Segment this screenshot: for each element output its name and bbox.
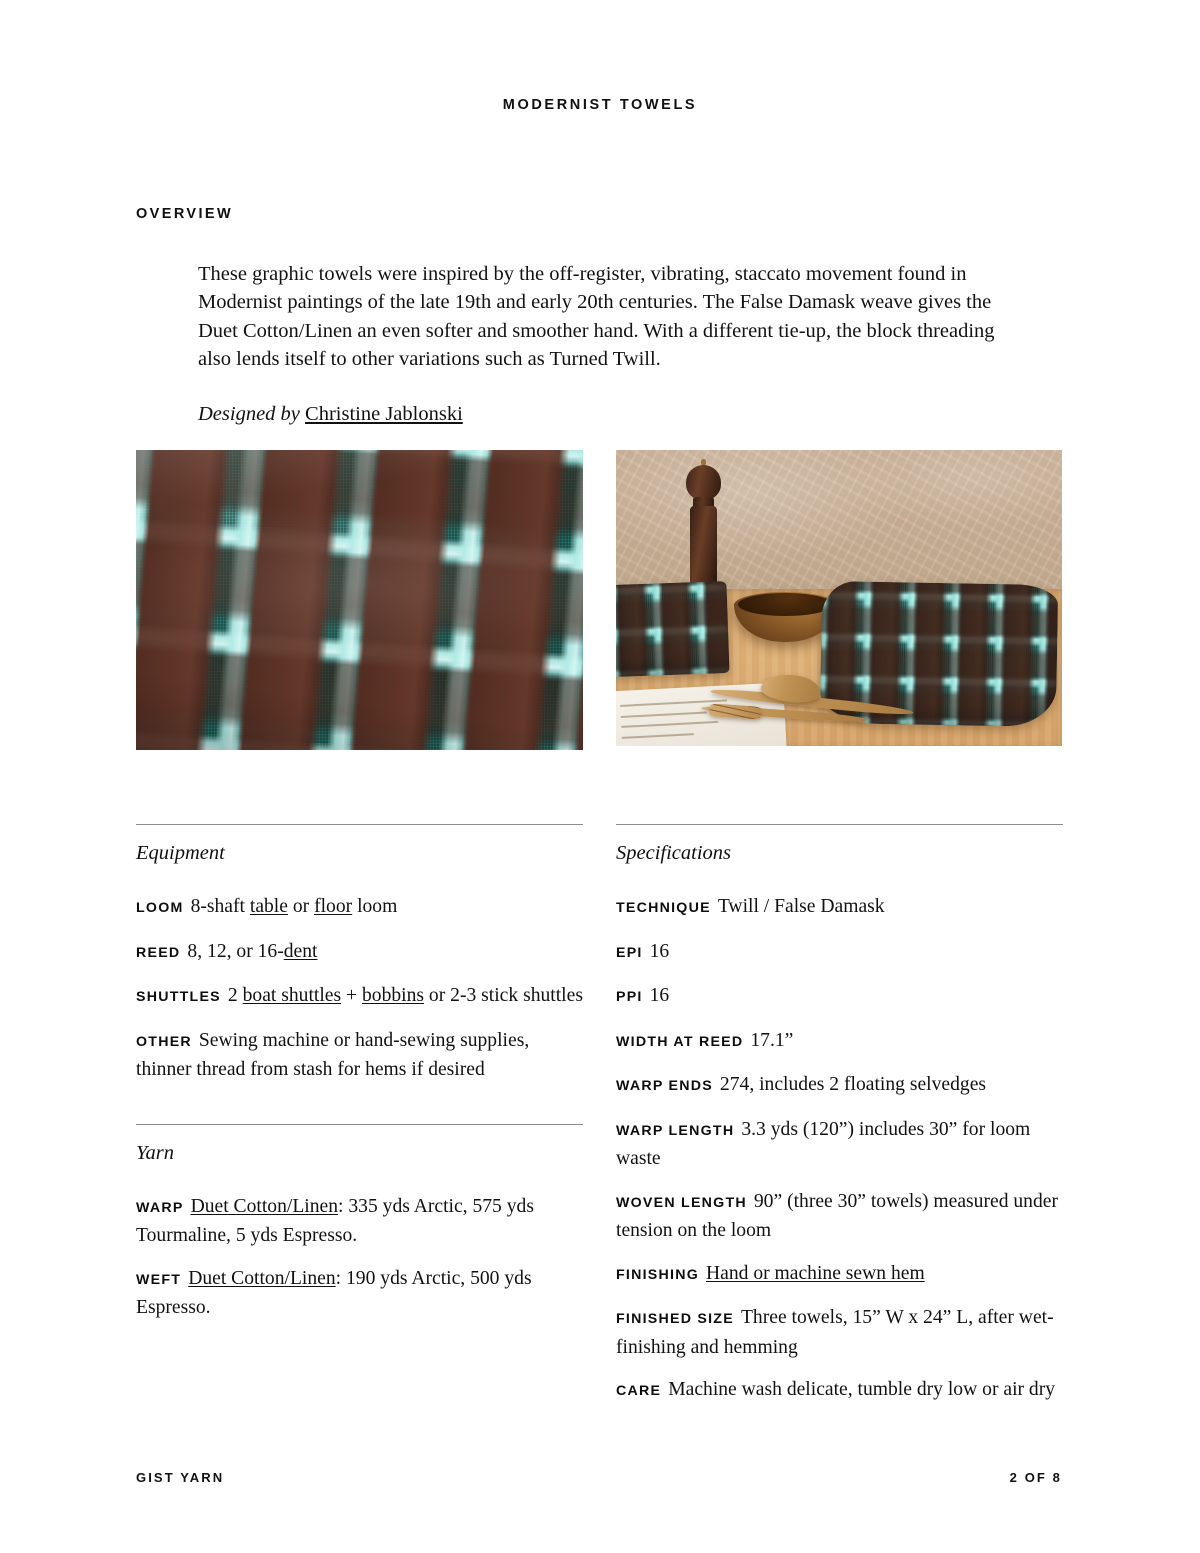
spec-entry-link[interactable]: bobbins bbox=[361, 985, 425, 1006]
bowl-interior bbox=[738, 593, 832, 616]
spec-entry-link[interactable]: floor bbox=[314, 896, 353, 917]
designed-by-label: Designed by bbox=[198, 403, 300, 426]
spec-entry-label: WIDTH AT REED bbox=[616, 1033, 744, 1050]
spec-entry-label: WOVEN LENGTH bbox=[616, 1194, 747, 1211]
spec-entry-value: + bbox=[341, 985, 362, 1006]
grinder-cap bbox=[686, 465, 721, 501]
spec-entry-label: LOOM bbox=[136, 900, 184, 916]
book-text-line bbox=[622, 733, 693, 739]
spec-entry bbox=[616, 1188, 1063, 1245]
weave-texture-art bbox=[136, 450, 583, 750]
specification-entries bbox=[616, 893, 1063, 1406]
spec-entry bbox=[136, 1193, 583, 1250]
overview-section bbox=[136, 206, 1066, 428]
spec-entry bbox=[136, 982, 583, 1012]
grinder-body bbox=[690, 506, 716, 586]
equipment-title: Equipment bbox=[136, 842, 225, 864]
specifications-title: Specifications bbox=[616, 842, 732, 864]
styled-scene-photo bbox=[616, 450, 1062, 746]
spec-entry-link[interactable]: Hand or machine sewn hem bbox=[705, 1262, 925, 1284]
spec-entry-label: SHUTTLES bbox=[136, 989, 221, 1005]
yarn-title: Yarn bbox=[136, 1141, 174, 1164]
spec-entry-label: OTHER bbox=[136, 1033, 192, 1050]
equipment-divider bbox=[136, 824, 583, 825]
fork-tines bbox=[710, 703, 762, 719]
overview-heading: OVERVIEW bbox=[136, 206, 234, 222]
overview-body bbox=[198, 260, 1014, 428]
spec-entry-label: PPI bbox=[616, 989, 643, 1005]
spec-entry-value: Three towels, 15” W x 24” L, after wet-finishing and hemming bbox=[616, 1307, 1054, 1358]
document-footer bbox=[136, 1470, 1062, 1485]
spec-entry-label: WARP LENGTH bbox=[616, 1122, 735, 1139]
kitchen-scene-art bbox=[616, 450, 1062, 746]
specifications-divider bbox=[616, 824, 1063, 825]
spec-entry-label: FINISHED SIZE bbox=[616, 1311, 734, 1327]
spec-entry-value: 2 bbox=[227, 985, 243, 1006]
wooden-utensils bbox=[696, 660, 928, 740]
spec-entry-value: loom bbox=[352, 896, 398, 917]
spec-entry-value: or bbox=[287, 896, 315, 917]
spec-entry bbox=[616, 1260, 1063, 1290]
spec-entry-link[interactable]: dent bbox=[283, 940, 318, 962]
spec-entry-value: 274, includes 2 floating selvedges bbox=[719, 1074, 987, 1095]
spec-entry-value: Sewing machine or hand-sewing supplies, thinner thread from stash for hems if desired bbox=[136, 1029, 530, 1080]
spec-entry-label: WARP ENDS bbox=[616, 1078, 713, 1094]
spec-entry bbox=[616, 1071, 1063, 1101]
spec-entry-label: FINISHING bbox=[616, 1266, 699, 1283]
spec-entry bbox=[616, 1027, 1063, 1057]
equipment-entries bbox=[136, 893, 583, 1084]
yarn-entries bbox=[136, 1193, 583, 1322]
spec-entry bbox=[616, 1116, 1063, 1173]
spec-entry-label: EPI bbox=[616, 944, 643, 961]
spec-entry bbox=[136, 893, 583, 923]
spec-entry bbox=[616, 1376, 1063, 1406]
spec-entry-link[interactable]: boat shuttles bbox=[242, 985, 342, 1006]
footer-brand: GIST YARN bbox=[136, 1470, 225, 1485]
spec-entry-value: : 335 yds Arctic, 575 yds Tourmaline, 5 yds Espresso. bbox=[136, 1195, 534, 1246]
footer-page-number: 2 OF 8 bbox=[1009, 1470, 1062, 1485]
spec-entry-value: Machine wash delicate, tumble dry low or air dry bbox=[668, 1379, 1056, 1400]
weave-closeup-photo bbox=[136, 450, 583, 750]
spec-entry-value: 17.1” bbox=[750, 1029, 794, 1051]
spec-entry-value: 16 bbox=[649, 940, 670, 962]
spec-entry-value: or 2-3 stick shuttles bbox=[424, 985, 583, 1006]
spec-entry bbox=[136, 1027, 583, 1084]
spec-entry-value: 16 bbox=[649, 985, 670, 1006]
photo-row bbox=[136, 450, 1062, 750]
yarn-section bbox=[136, 1124, 583, 1322]
overview-paragraph: These graphic towels were inspired by the off-register, vibrating, staccato movement found in Modernist paintings of the late 19th and early 20th centuries. The False Damask weave gives the Duet Cotton/Linen an even softer and smoother hand. With a different tie-up, the block threading also lends itself to other variations such as Turned Twill. bbox=[198, 263, 995, 370]
spec-entry-label: CARE bbox=[616, 1383, 662, 1399]
spec-entry-value: 90” (three 30” towels) measured under tension on the loom bbox=[616, 1190, 1058, 1241]
spec-entry-label: WARP bbox=[136, 1199, 184, 1216]
spec-entry-value: 8, 12, or 16- bbox=[187, 940, 284, 962]
spec-entry bbox=[616, 893, 1063, 923]
spec-entry-label: TECHNIQUE bbox=[616, 900, 711, 916]
yarn-divider bbox=[136, 1124, 583, 1125]
spec-entry-value: Twill / False Damask bbox=[717, 896, 885, 917]
spec-entry-link[interactable]: Duet Cotton/Linen bbox=[190, 1195, 339, 1217]
designer-credit bbox=[198, 400, 1014, 428]
spec-entry-value: 8-shaft bbox=[190, 896, 250, 917]
spec-entry bbox=[616, 982, 1063, 1012]
spec-entry bbox=[616, 938, 1063, 968]
spec-entry bbox=[136, 938, 583, 968]
document-header bbox=[0, 97, 1200, 113]
designer-link[interactable]: Christine Jablonski bbox=[305, 403, 463, 426]
spec-entry-label: WEFT bbox=[136, 1271, 182, 1288]
plaster-wall bbox=[616, 450, 1062, 592]
right-column bbox=[616, 824, 1063, 1406]
spec-entry-value: 3.3 yds (120”) includes 30” for loom waste bbox=[616, 1118, 1031, 1169]
spec-entry-value: : 190 yds Arctic, 500 yds Espresso. bbox=[136, 1267, 532, 1318]
left-column bbox=[136, 824, 583, 1322]
page-title: MODERNIST TOWELS bbox=[502, 97, 698, 113]
spec-entry-link[interactable]: Duet Cotton/Linen bbox=[188, 1267, 336, 1289]
spec-entry-link[interactable]: table bbox=[249, 896, 288, 917]
spec-entry bbox=[616, 1304, 1063, 1361]
spec-entry bbox=[136, 1265, 583, 1322]
spec-entry-label: REED bbox=[136, 944, 181, 961]
book-text-line bbox=[621, 711, 707, 717]
